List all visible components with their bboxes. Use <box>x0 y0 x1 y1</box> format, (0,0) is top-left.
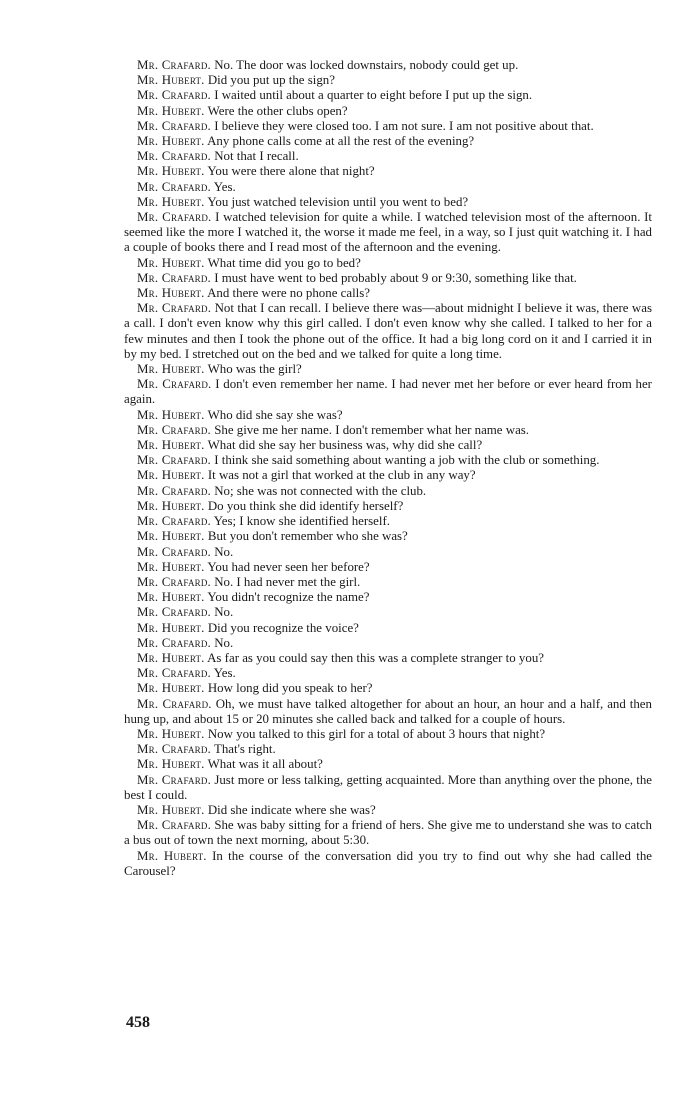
speaker-label: Mr. Crafard. <box>137 514 211 529</box>
testimony-paragraph <box>124 757 652 772</box>
speaker-label: Mr. Hubert. <box>137 73 205 88</box>
testimony-paragraph <box>124 468 652 483</box>
testimony-text: She was baby sitting for a friend of hers. She give me to understand she was to catch a bus out of town the next morning, about 5:30. <box>124 818 652 848</box>
speaker-label: Mr. Hubert. <box>137 590 205 605</box>
testimony-paragraph <box>124 271 652 286</box>
speaker-label: Mr. Crafard. <box>137 301 212 316</box>
testimony-paragraph <box>124 621 652 636</box>
testimony-text: Did she indicate where she was? <box>207 802 376 817</box>
testimony-paragraph <box>124 773 652 803</box>
speaker-label: Mr. Crafard. <box>137 210 212 225</box>
speaker-label: Mr. Crafard. <box>137 58 211 72</box>
speaker-label: Mr. Hubert. <box>137 362 205 377</box>
testimony-text: Did you recognize the voice? <box>207 620 359 635</box>
testimony-text: I believe they were closed too. I am not sure. I am not positive about that. <box>214 118 594 133</box>
testimony-paragraph <box>124 636 652 651</box>
speaker-label: Mr. Crafard. <box>137 666 211 681</box>
speaker-label: Mr. Hubert. <box>137 255 205 270</box>
speaker-label: Mr. Hubert. <box>137 802 205 817</box>
testimony-text: How long did you speak to her? <box>207 681 373 696</box>
testimony-paragraph <box>124 727 652 742</box>
page-number: 458 <box>126 1014 150 1031</box>
testimony-paragraph <box>124 803 652 818</box>
testimony-text: I waited until about a quarter to eight before I put up the sign. <box>214 88 533 103</box>
speaker-label: Mr. Hubert. <box>137 134 205 149</box>
speaker-label: Mr. Hubert. <box>137 498 205 513</box>
testimony-paragraph <box>124 210 652 256</box>
testimony-paragraph <box>124 377 652 407</box>
testimony-text: Yes. <box>213 666 236 681</box>
testimony-paragraph <box>124 286 652 301</box>
speaker-label: Mr. Hubert. <box>137 468 205 483</box>
speaker-label: Mr. Hubert. <box>137 559 205 574</box>
testimony-paragraph <box>124 849 652 879</box>
testimony-paragraph <box>124 697 652 727</box>
testimony-text: Yes; I know she identified herself. <box>213 514 390 529</box>
testimony-text: No. <box>214 605 234 620</box>
testimony-text: No; she was not connected with the club. <box>214 483 427 498</box>
testimony-paragraph <box>124 499 652 514</box>
testimony-paragraph <box>124 651 652 666</box>
speaker-label: Mr. Crafard. <box>137 453 211 468</box>
testimony-paragraph <box>124 666 652 681</box>
testimony-paragraph <box>124 58 652 73</box>
testimony-paragraph <box>124 545 652 560</box>
testimony-paragraph <box>124 818 652 848</box>
testimony-paragraph <box>124 484 652 499</box>
testimony-paragraph <box>124 301 652 362</box>
testimony-text: Not that I recall. <box>214 149 299 164</box>
testimony-paragraph <box>124 438 652 453</box>
testimony-text: I must have went to bed probably about 9 or 9:30, something like that. <box>214 270 577 285</box>
testimony-text: I don't even remember her name. I had never met her before or ever heard from her again. <box>124 377 652 407</box>
speaker-label: Mr. Crafard. <box>137 422 211 437</box>
testimony-paragraph <box>124 195 652 210</box>
testimony-text: Did you put up the sign? <box>207 73 335 88</box>
testimony-text: It was not a girl that worked at the club in any way? <box>207 468 476 483</box>
testimony-paragraph <box>124 134 652 149</box>
speaker-label: Mr. Crafard. <box>137 772 212 787</box>
testimony-paragraph <box>124 514 652 529</box>
testimony-paragraph <box>124 423 652 438</box>
speaker-label: Mr. Crafard. <box>137 544 211 559</box>
speaker-label: Mr. Hubert. <box>137 681 205 696</box>
speaker-label: Mr. Crafard. <box>137 818 212 833</box>
speaker-label: Mr. Crafard. <box>137 88 211 103</box>
testimony-text: You didn't recognize the name? <box>207 590 370 605</box>
testimony-paragraph <box>124 742 652 757</box>
transcript-body <box>124 58 652 879</box>
speaker-label: Mr. Crafard. <box>137 270 211 285</box>
testimony-paragraph <box>124 408 652 423</box>
testimony-paragraph <box>124 453 652 468</box>
speaker-label: Mr. Hubert. <box>137 286 205 301</box>
speaker-label: Mr. Crafard. <box>137 574 211 589</box>
testimony-text: That's right. <box>213 742 276 757</box>
speaker-label: Mr. Hubert. <box>137 194 205 209</box>
testimony-paragraph <box>124 119 652 134</box>
testimony-paragraph <box>124 560 652 575</box>
testimony-text: In the course of the conversation did you try to find out why she had called the Carousel? <box>124 848 652 878</box>
testimony-text: Were the other clubs open? <box>207 103 348 118</box>
testimony-text: What was it all about? <box>207 757 323 772</box>
testimony-paragraph <box>124 590 652 605</box>
testimony-paragraph <box>124 164 652 179</box>
testimony-paragraph <box>124 180 652 195</box>
testimony-text: Now you talked to this girl for a total of about 3 hours that night? <box>207 726 546 741</box>
testimony-text: I think she said something about wanting a job with the club or something. <box>214 453 600 468</box>
speaker-label: Mr. Crafard. <box>137 118 211 133</box>
speaker-label: Mr. Hubert. <box>137 757 205 772</box>
speaker-label: Mr. Crafard. <box>137 605 211 620</box>
speaker-label: Mr. Hubert. <box>137 620 205 635</box>
testimony-text: What time did you go to bed? <box>207 255 361 270</box>
testimony-text: Do you think she did identify herself? <box>207 498 404 513</box>
testimony-text: Oh, we must have talked altogether for about an hour, an hour and a half, and then hung up, and about 15 or 20 minutes she called back and talked for a couple of hours. <box>124 696 652 726</box>
testimony-paragraph <box>124 104 652 119</box>
testimony-text: And there were no phone calls? <box>207 286 370 301</box>
speaker-label: Mr. Hubert. <box>137 529 205 544</box>
testimony-text: You just watched television until you went to bed? <box>207 194 469 209</box>
testimony-paragraph <box>124 149 652 164</box>
testimony-text: No. <box>214 544 234 559</box>
testimony-paragraph <box>124 88 652 103</box>
speaker-label: Mr. Crafard. <box>137 635 211 650</box>
testimony-paragraph <box>124 362 652 377</box>
testimony-paragraph <box>124 575 652 590</box>
testimony-text: Who did she say she was? <box>207 407 343 422</box>
speaker-label: Mr. Hubert. <box>137 726 205 741</box>
testimony-text: But you don't remember who she was? <box>207 529 408 544</box>
testimony-text: No. The door was locked downstairs, nobody could get up. <box>214 58 519 72</box>
speaker-label: Mr. Crafard. <box>137 377 212 392</box>
speaker-label: Mr. Hubert. <box>137 164 205 179</box>
testimony-text: As far as you could say then this was a complete stranger to you? <box>207 650 544 665</box>
speaker-label: Mr. Hubert. <box>137 848 207 863</box>
speaker-label: Mr. Crafard. <box>137 742 211 757</box>
testimony-paragraph <box>124 256 652 271</box>
testimony-paragraph <box>124 73 652 88</box>
testimony-text: Yes. <box>213 179 236 194</box>
testimony-text: Not that I can recall. I believe there was—about midnight I believe it was, there was a call. I don't even know why this girl called. I don't even know why she called. I talked to her for a few minutes and then I took the phone out of the office. It had a big long cord on it and I carried it in by my bed. I stretched out on the bed and we talked for quite a long time. <box>124 301 652 361</box>
speaker-label: Mr. Crafard. <box>137 483 211 498</box>
testimony-paragraph <box>124 681 652 696</box>
testimony-text: I watched television for quite a while. I watched television most of the afternoon. It seemed like the more I watched it, the worse it made me feel, in a way, so I just quit watching it. I had a couple of books there and I read most of the afternoon and the evening. <box>124 210 652 255</box>
testimony-text: She give me her name. I don't remember what her name was. <box>214 422 530 437</box>
speaker-label: Mr. Hubert. <box>137 407 205 422</box>
testimony-paragraph <box>124 605 652 620</box>
testimony-text: Any phone calls come at all the rest of the evening? <box>207 134 475 149</box>
speaker-label: Mr. Crafard. <box>137 179 211 194</box>
testimony-text: No. <box>214 635 234 650</box>
testimony-text: No. I had never met the girl. <box>214 574 361 589</box>
speaker-label: Mr. Hubert. <box>137 650 205 665</box>
testimony-text: You had never seen her before? <box>207 559 370 574</box>
speaker-label: Mr. Hubert. <box>137 103 205 118</box>
testimony-paragraph <box>124 529 652 544</box>
speaker-label: Mr. Crafard. <box>137 149 211 164</box>
testimony-text: Who was the girl? <box>207 362 302 377</box>
testimony-text: Just more or less talking, getting acquainted. More than anything over the phone, the best I could. <box>124 772 652 802</box>
testimony-text: What did she say her business was, why did she call? <box>207 438 483 453</box>
testimony-text: You were there alone that night? <box>207 164 375 179</box>
speaker-label: Mr. Hubert. <box>137 438 205 453</box>
speaker-label: Mr. Crafard. <box>137 696 212 711</box>
